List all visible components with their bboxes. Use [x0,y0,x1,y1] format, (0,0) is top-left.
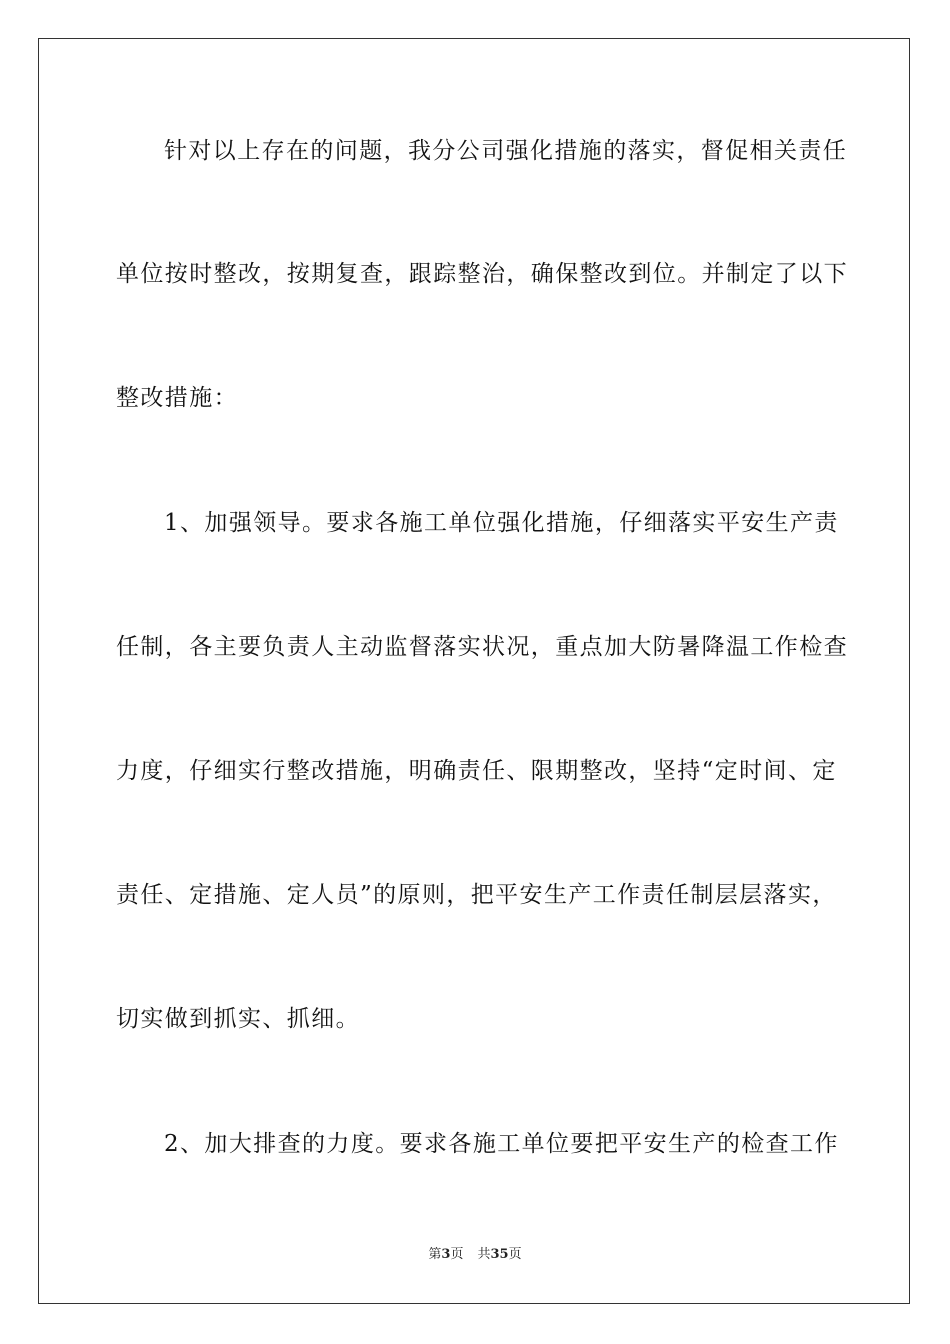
paragraph-2-line-5: 切实做到抓实、抓细。 [116,1006,360,1032]
paragraph-2-line-4: 责任、定措施、定人员”的原则，把平安生产工作责任制层层落实， [116,882,837,908]
total-pages: 35 [490,1247,509,1262]
page-prefix: 第 [428,1247,442,1262]
paragraph-3-line-1: 2、加大排查的力度。要求各施工单位要把平安生产的检查工作 [164,1131,839,1157]
page-frame [38,38,910,1304]
paragraph-1-line-2: 单位按时整改，按期复查，跟踪整治，确保整改到位。并制定了以下 [116,261,848,287]
page-suffix: 页 [450,1247,464,1262]
total-prefix: 共 [477,1247,491,1262]
page-number: 3 [441,1247,451,1262]
paragraph-2-line-1: 1、加强领导。要求各施工单位强化措施，仔细落实平安生产责 [164,510,839,536]
page-footer [0,1246,950,1264]
total-suffix: 页 [508,1247,522,1262]
paragraph-1-line-1: 针对以上存在的问题，我分公司强化措施的落实，督促相关责任 [164,138,848,164]
paragraph-2-line-3: 力度，仔细实行整改措施，明确责任、限期整改，坚持“定时间、定 [116,758,837,784]
paragraph-1-line-3: 整改措施： [116,385,238,411]
paragraph-2-line-2: 任制，各主要负责人主动监督落实状况，重点加大防暑降温工作检查 [116,634,848,660]
